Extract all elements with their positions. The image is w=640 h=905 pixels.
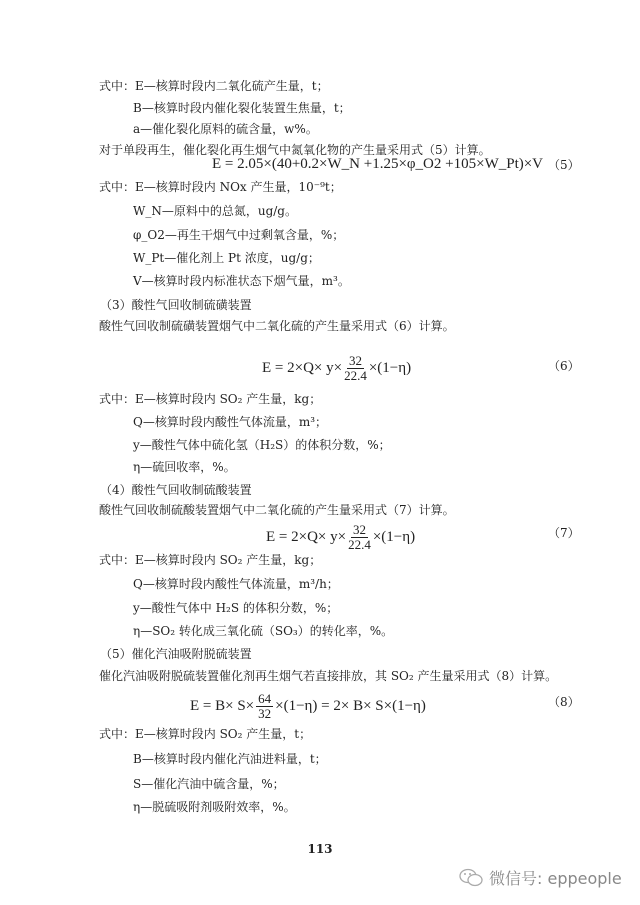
section-heading: （5）催化汽油吸附脱硫装置 bbox=[100, 647, 252, 661]
numerator: 64 bbox=[258, 691, 272, 706]
var-line: Q—核算时段内酸性气体流量，m³/h； bbox=[133, 577, 339, 591]
var-line: 式中：E—核算时段内 SO₂ 产生量，kg； bbox=[99, 392, 322, 406]
equation-number: （5） bbox=[548, 158, 580, 172]
numerator: 32 bbox=[348, 353, 362, 368]
var-line: y—酸性气体中 H₂S 的体积分数，%； bbox=[133, 601, 339, 615]
fraction bbox=[344, 354, 367, 383]
paragraph: 催化汽油吸附脱硫装置催化剂再生烟气若直接排放，其 SO₂ 产生量采用式（8）计算。 bbox=[99, 669, 558, 683]
var-line: 式中：E—核算时段内 SO₂ 产生量，kg； bbox=[99, 553, 322, 567]
wechat-icon bbox=[458, 867, 484, 889]
var-line: S—催化汽油中硫含量，%； bbox=[133, 777, 285, 791]
var-line: φ_O2—再生干烟气中过剩氧含量，%； bbox=[133, 228, 345, 242]
var-line: η—SO₂ 转化成三氧化硫（SO₃）的转化率，%。 bbox=[133, 624, 394, 638]
denominator: 22.4 bbox=[344, 368, 367, 383]
fraction bbox=[348, 523, 371, 552]
denominator: 22.4 bbox=[348, 537, 371, 552]
formula-lhs: E = 2×Q× y× bbox=[266, 528, 347, 545]
equation-number: （8） bbox=[548, 695, 580, 709]
fraction bbox=[256, 692, 273, 721]
var-line: 式中：E—核算时段内二氧化硫产生量，t； bbox=[99, 79, 329, 93]
formula-rhs: ×(1−η) bbox=[368, 359, 412, 376]
var-line: V—核算时段内标准状态下烟气量，m³。 bbox=[133, 274, 350, 288]
formula-6 bbox=[262, 354, 411, 383]
var-line: η—硫回收率，%。 bbox=[133, 460, 236, 474]
formula-7 bbox=[266, 523, 415, 552]
var-line: B—核算时段内催化裂化装置生焦量，t； bbox=[133, 101, 351, 115]
paragraph: 酸性气回收制硫磺装置烟气中二氧化硫的产生量采用式（6）计算。 bbox=[99, 319, 455, 333]
formula-5: E = 2.05×(40+0.2×W_N +1.25×φ_O2 +105×W_Pt)×V bbox=[212, 156, 544, 172]
var-line: 式中：E—核算时段内 SO₂ 产生量，t； bbox=[99, 727, 312, 741]
var-line: η—脱硫吸附剂吸附效率，%。 bbox=[133, 800, 296, 814]
equation-number: （7） bbox=[548, 526, 580, 540]
section-heading: （4）酸性气回收制硫酸装置 bbox=[100, 483, 252, 497]
formula-lhs: E = 2×Q× y× bbox=[262, 359, 343, 376]
formula-8 bbox=[190, 692, 426, 721]
page-number: 113 bbox=[307, 842, 333, 856]
equation-number: （6） bbox=[548, 359, 580, 373]
paragraph: 酸性气回收制硫酸装置烟气中二氧化硫的产生量采用式（7）计算。 bbox=[99, 503, 455, 517]
watermark bbox=[458, 866, 622, 889]
paragraph: 对于单段再生，催化裂化再生烟气中氮氧化物的产生量采用式（5）计算。 bbox=[99, 143, 491, 157]
watermark-text: 微信号: eppeople bbox=[489, 869, 622, 888]
numerator: 32 bbox=[352, 522, 366, 537]
var-line: W_Pt—催化剂上 Pt 浓度，ug/g； bbox=[133, 251, 320, 265]
var-line: 式中：E—核算时段内 NOx 产生量，10⁻⁹t； bbox=[99, 180, 342, 194]
formula-rhs: ×(1−η) bbox=[372, 528, 416, 545]
formula-lhs: E = B× S× bbox=[190, 697, 255, 714]
formula-rhs: ×(1−η) = 2× B× S×(1−η) bbox=[275, 697, 426, 714]
var-line: B—核算时段内催化汽油进料量，t； bbox=[133, 752, 327, 766]
var-line: a—催化裂化原料的硫含量，w%。 bbox=[133, 122, 318, 136]
var-line: W_N—原料中的总氮，ug/g。 bbox=[133, 204, 297, 218]
section-heading: （3）酸性气回收制硫磺装置 bbox=[100, 298, 252, 312]
var-line: Q—核算时段内酸性气体流量，m³； bbox=[133, 415, 328, 429]
denominator: 32 bbox=[258, 706, 272, 721]
var-line: y—酸性气体中硫化氢（H₂S）的体积分数，%； bbox=[133, 438, 391, 452]
